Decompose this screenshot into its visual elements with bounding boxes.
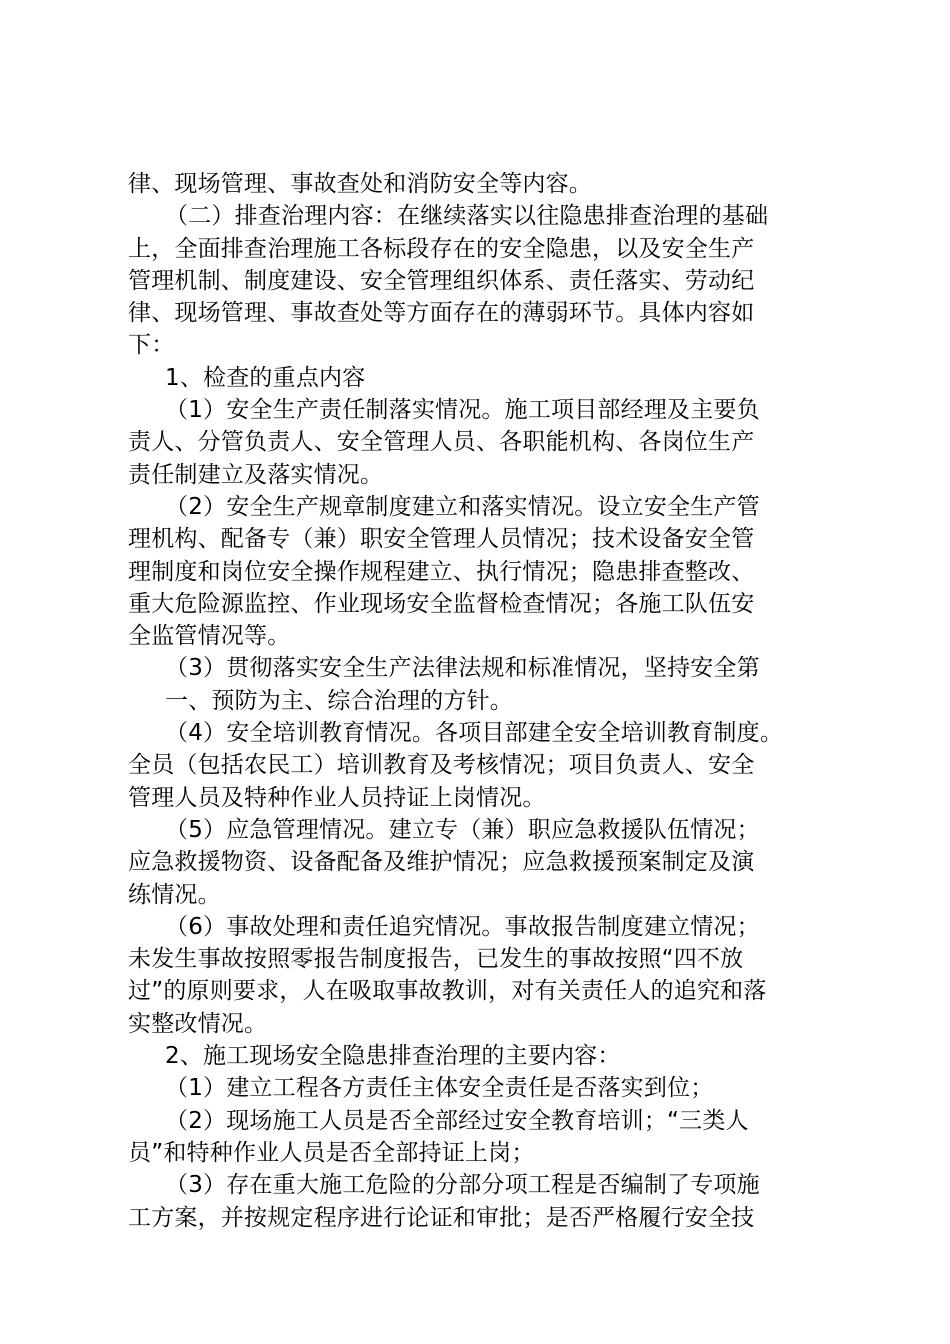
- text-line: 练情况。: [128, 881, 221, 908]
- text-line: 律、现场管理、事故查处和消防安全等内容。: [128, 171, 592, 197]
- text-line: （5）应急管理情况。建立专（兼）职应急救援队伍情况；: [165, 816, 760, 843]
- text-line: 全员（包括农民工）培训教育及考核情况；项目负责人、安全: [128, 752, 755, 779]
- text-line: 重大危险源监控、作业现场安全监督检查情况；各施工队伍安: [128, 590, 755, 617]
- text-line: 2、施工现场安全隐患排查治理的主要内容：: [165, 1043, 621, 1070]
- text-line: （2）现场施工人员是否全部经过安全教育培训；“三类人: [165, 1107, 749, 1134]
- text-line: （2）安全生产规章制度建立和落实情况。设立安全生产管: [165, 493, 760, 520]
- text-line: （1）安全生产责任制落实情况。施工项目部经理及主要负: [165, 397, 760, 424]
- text-line: 工方案，并按规定程序进行论证和审批；是否严格履行安全技: [128, 1204, 755, 1231]
- text-line: 过”的原则要求，人在吸取事故教训，对有关责任人的追究和落: [128, 978, 767, 1005]
- text-line: 管理人员及特种作业人员持证上岗情况。: [128, 784, 546, 811]
- text-line: 管理机制、制度建设、安全管理组织体系、责任落实、劳动纪: [128, 267, 755, 294]
- text-line: 应急救援物资、设备配备及维护情况；应急救援预案制定及演: [128, 849, 755, 876]
- document-page: [128, 168, 824, 1234]
- text-line: 理机构、配备专（兼）职安全管理人员情况；技术设备安全管: [128, 526, 755, 553]
- text-line: 律、现场管理、事故查处等方面存在的薄弱环节。具体内容如: [128, 300, 755, 327]
- text-line: （二）排查治理内容：在继续落实以往隐患排查治理的基础: [165, 203, 769, 230]
- text-line: 理制度和岗位安全操作规程建立、执行情况；隐患排查整改、: [128, 558, 755, 585]
- text-line: （6）事故处理和责任追究情况。事故报告制度建立情况；: [165, 913, 760, 940]
- text-line: 实整改情况。: [128, 1010, 268, 1037]
- text-line: （1）建立工程各方责任主体安全责任是否落实到位；: [165, 1075, 714, 1102]
- text-line: 1、检查的重点内容: [165, 364, 366, 391]
- text-line: （3）贯彻落实安全生产法律法规和标准情况，坚持安全第: [165, 655, 760, 682]
- text-line: 下：: [128, 332, 175, 359]
- text-line: 一、预防为主、综合治理的方针。: [165, 687, 513, 714]
- text-line: （4）安全培训教育情况。各项目部建全安全培训教育制度。: [165, 720, 784, 747]
- text-line: 上，全面排查治理施工各标段存在的安全隐患，以及安全生产: [128, 235, 755, 262]
- text-line: 责人、分管负责人、安全管理人员、各职能机构、各岗位生产: [128, 429, 755, 456]
- text-line: 全监管情况等。: [128, 623, 291, 650]
- text-line: （3）存在重大施工危险的分部分项工程是否编制了专项施: [165, 1172, 760, 1199]
- text-line: 责任制建立及落实情况。: [128, 461, 384, 488]
- text-line: 员”和特种作业人员是否全部持证上岗；: [128, 1139, 535, 1166]
- text-line: 未发生事故按照零报告制度报告，已发生的事故按照“四不放: [128, 946, 744, 973]
